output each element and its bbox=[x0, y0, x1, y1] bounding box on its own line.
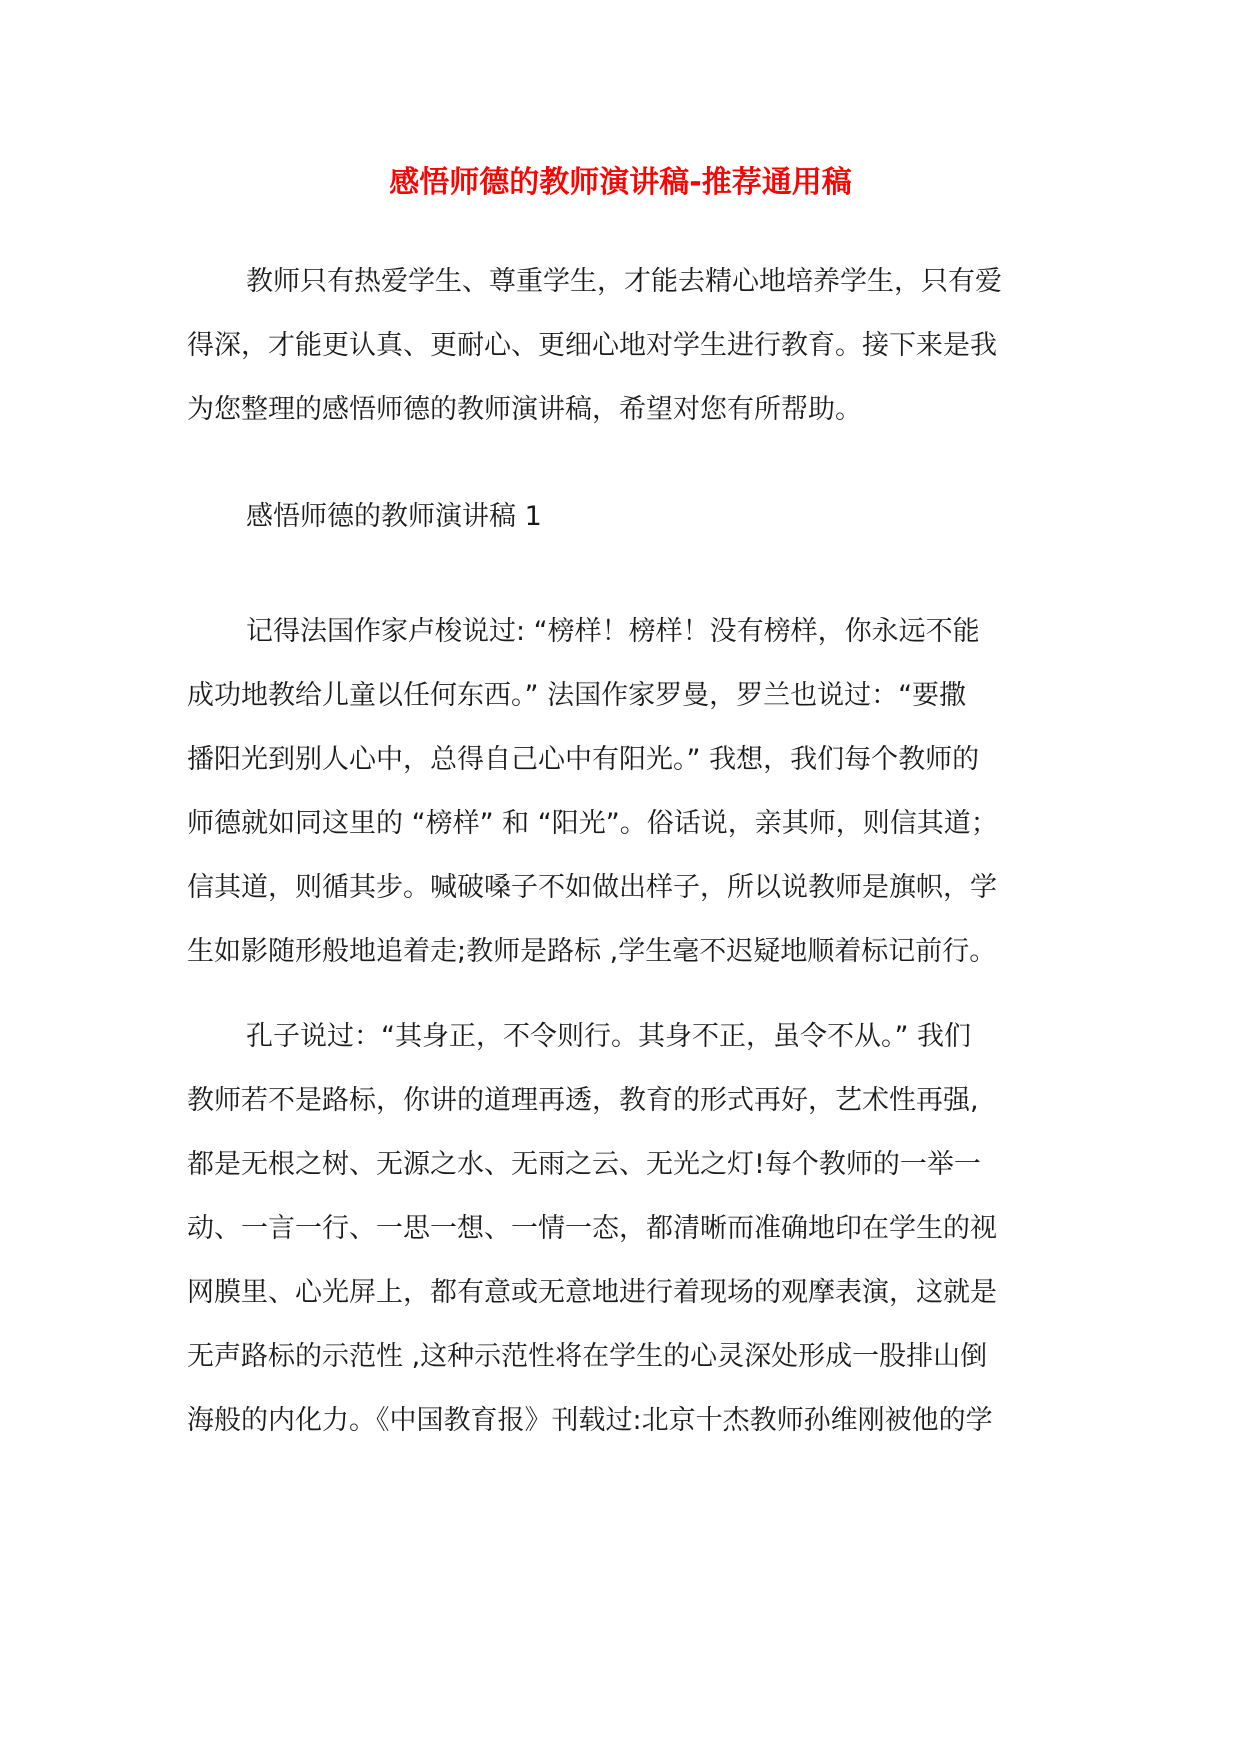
paragraph-line: 成功地教给儿童以任何东西。” 法国作家罗曼，罗兰也说过：“要撒 bbox=[187, 680, 967, 711]
paragraph-line: 无声路标的示范性 ,这种示范性将在学生的心灵深处形成一股排山倒 bbox=[187, 1341, 988, 1372]
paragraph-line: 教师只有热爱学生、尊重学生，才能去精心地培养学生，只有爱 bbox=[246, 266, 1002, 297]
paragraph-line: 为您整理的感悟师德的教师演讲稿，希望对您有所帮助。 bbox=[187, 394, 862, 425]
paragraph-line: 都是无根之树、无源之水、无雨之云、无光之灯!每个教师的一举一 bbox=[187, 1149, 981, 1180]
body-paragraph-1 bbox=[187, 600, 1067, 984]
paragraph-line: 孔子说过：“其身正，不令则行。其身不正，虽令不从。” 我们 bbox=[246, 1021, 972, 1052]
document-title: 感悟师德的教师演讲稿-推荐通用稿 bbox=[389, 165, 852, 200]
paragraph-line: 记得法国作家卢梭说过: “榜样！榜样！没有榜样，你永远不能 bbox=[246, 616, 980, 647]
paragraph-line: 动、一言一行、一思一想、一情一态，都清晰而准确地印在学生的视 bbox=[187, 1213, 997, 1244]
section-heading-text: 感悟师德的教师演讲稿 1 bbox=[246, 501, 542, 532]
paragraph-line: 得深，才能更认真、更耐心、更细心地对学生进行教育。接下来是我 bbox=[187, 330, 997, 361]
paragraph-line: 师德就如同这里的 “榜样” 和 “阳光”。俗话说，亲其师，则信其道； bbox=[187, 808, 998, 839]
paragraph-line: 网膜里、心光屏上，都有意或无意地进行着现场的观摩表演，这就是 bbox=[187, 1277, 997, 1308]
paragraph-line: 海般的内化力。《中国教育报》刊载过:北京十杰教师孙维刚被他的学 bbox=[187, 1405, 993, 1436]
paragraph-line: 生如影随形般地追着走;教师是路标 ,学生毫不迟疑地顺着标记前行。 bbox=[187, 936, 997, 967]
paragraph-line: 教师若不是路标，你讲的道理再透，教育的形式再好，艺术性再强, bbox=[187, 1085, 979, 1116]
section-heading bbox=[187, 485, 1067, 549]
body-paragraph-2 bbox=[187, 1005, 1067, 1453]
paragraph-line: 播阳光到别人心中，总得自己心中有阳光。” 我想，我们每个教师的 bbox=[187, 744, 980, 775]
paragraph-line: 信其道，则循其步。喊破嗓子不如做出样子，所以说教师是旗帜，学 bbox=[187, 872, 997, 903]
intro-paragraph bbox=[187, 250, 1067, 442]
